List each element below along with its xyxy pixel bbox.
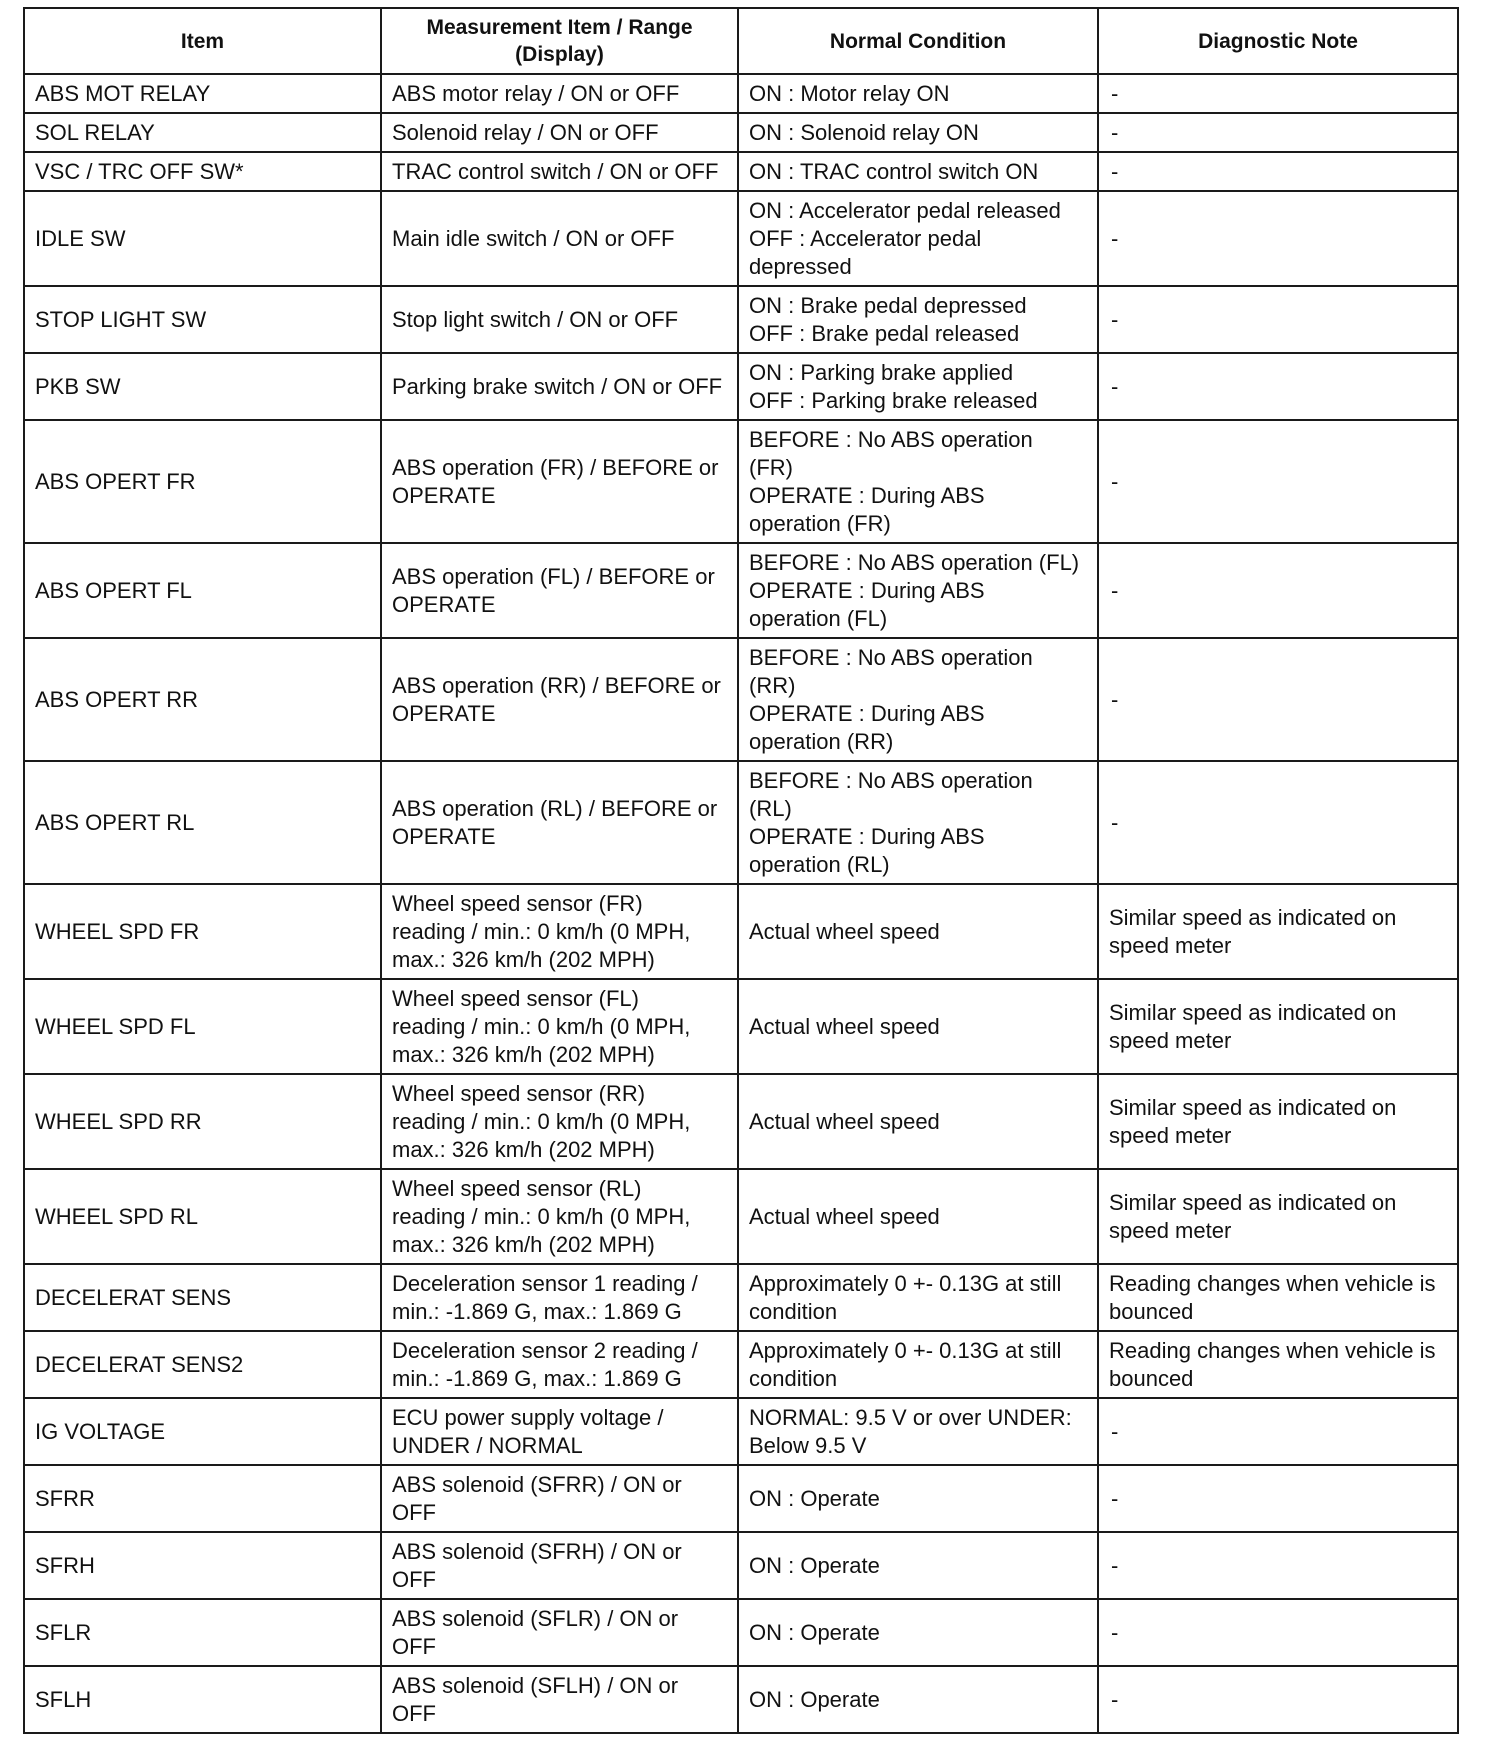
cell-measurement: Stop light switch / ON or OFF xyxy=(381,286,738,353)
cell-diagnostic-note: - xyxy=(1098,74,1458,113)
cell-diagnostic-note: - xyxy=(1098,152,1458,191)
cell-diagnostic-note: - xyxy=(1098,1398,1458,1465)
table-row xyxy=(24,1264,1458,1331)
cell-measurement: ABS solenoid (SFLH) / ON or OFF xyxy=(381,1666,738,1733)
cell-item: ABS OPERT FL xyxy=(24,543,381,638)
cell-diagnostic-note: Similar speed as indicated on speed meter xyxy=(1098,1074,1458,1169)
cell-measurement: ABS operation (RR) / BEFORE or OPERATE xyxy=(381,638,738,761)
cell-item: SFRH xyxy=(24,1532,381,1599)
table-row xyxy=(24,420,1458,543)
cell-item: VSC / TRC OFF SW* xyxy=(24,152,381,191)
cell-diagnostic-note: - xyxy=(1098,638,1458,761)
table-row xyxy=(24,1169,1458,1264)
cell-measurement: ABS motor relay / ON or OFF xyxy=(381,74,738,113)
cell-diagnostic-note: - xyxy=(1098,353,1458,420)
table-row xyxy=(24,884,1458,979)
cell-measurement: Wheel speed sensor (FR) reading / min.: 0 km/h (0 MPH, max.: 326 km/h (202 MPH) xyxy=(381,884,738,979)
table-row xyxy=(24,113,1458,152)
table-row xyxy=(24,543,1458,638)
cell-diagnostic-note: - xyxy=(1098,286,1458,353)
cell-diagnostic-note: - xyxy=(1098,1532,1458,1599)
cell-normal-condition: ON : Motor relay ON xyxy=(738,74,1098,113)
cell-diagnostic-note: - xyxy=(1098,543,1458,638)
table-row xyxy=(24,353,1458,420)
cell-diagnostic-note: - xyxy=(1098,191,1458,286)
cell-diagnostic-note: - xyxy=(1098,1666,1458,1733)
cell-measurement: Wheel speed sensor (RL) reading / min.: 0 km/h (0 MPH, max.: 326 km/h (202 MPH) xyxy=(381,1169,738,1264)
cell-measurement: Main idle switch / ON or OFF xyxy=(381,191,738,286)
table-row xyxy=(24,191,1458,286)
cell-item: SFLR xyxy=(24,1599,381,1666)
cell-measurement: ABS operation (RL) / BEFORE or OPERATE xyxy=(381,761,738,884)
cell-measurement: ABS solenoid (SFLR) / ON or OFF xyxy=(381,1599,738,1666)
cell-normal-condition: Actual wheel speed xyxy=(738,1074,1098,1169)
cell-item: IG VOLTAGE xyxy=(24,1398,381,1465)
cell-diagnostic-note: Reading changes when vehicle is bounced xyxy=(1098,1264,1458,1331)
cell-measurement: Deceleration sensor 1 reading / min.: -1.869 G, max.: 1.869 G xyxy=(381,1264,738,1331)
cell-diagnostic-note: - xyxy=(1098,113,1458,152)
cell-item: PKB SW xyxy=(24,353,381,420)
cell-normal-condition: BEFORE : No ABS operation (RR) OPERATE : During ABS operation (RR) xyxy=(738,638,1098,761)
cell-item: DECELERAT SENS xyxy=(24,1264,381,1331)
cell-normal-condition: ON : Brake pedal depressed OFF : Brake pedal released xyxy=(738,286,1098,353)
cell-measurement: Deceleration sensor 2 reading / min.: -1.869 G, max.: 1.869 G xyxy=(381,1331,738,1398)
cell-item: SOL RELAY xyxy=(24,113,381,152)
table-row xyxy=(24,979,1458,1074)
cell-measurement: TRAC control switch / ON or OFF xyxy=(381,152,738,191)
cell-item: ABS OPERT RL xyxy=(24,761,381,884)
cell-diagnostic-note: - xyxy=(1098,420,1458,543)
cell-normal-condition: Approximately 0 +- 0.13G at still condition xyxy=(738,1331,1098,1398)
cell-measurement: Parking brake switch / ON or OFF xyxy=(381,353,738,420)
cell-normal-condition: ON : Operate xyxy=(738,1666,1098,1733)
header-normal-condition: Normal Condition xyxy=(738,8,1098,74)
data-list-table xyxy=(23,7,1459,1734)
cell-measurement: Solenoid relay / ON or OFF xyxy=(381,113,738,152)
cell-measurement: ECU power supply voltage / UNDER / NORMAL xyxy=(381,1398,738,1465)
cell-measurement: ABS solenoid (SFRR) / ON or OFF xyxy=(381,1465,738,1532)
cell-diagnostic-note: Reading changes when vehicle is bounced xyxy=(1098,1331,1458,1398)
cell-normal-condition: Approximately 0 +- 0.13G at still condition xyxy=(738,1264,1098,1331)
table-row xyxy=(24,1398,1458,1465)
table-row xyxy=(24,286,1458,353)
cell-measurement: Wheel speed sensor (FL) reading / min.: 0 km/h (0 MPH, max.: 326 km/h (202 MPH) xyxy=(381,979,738,1074)
cell-item: WHEEL SPD FR xyxy=(24,884,381,979)
header-row xyxy=(24,8,1458,74)
cell-item: STOP LIGHT SW xyxy=(24,286,381,353)
cell-normal-condition: ON : Operate xyxy=(738,1465,1098,1532)
table-row xyxy=(24,1465,1458,1532)
table-row xyxy=(24,761,1458,884)
cell-normal-condition: Actual wheel speed xyxy=(738,1169,1098,1264)
cell-normal-condition: BEFORE : No ABS operation (FL) OPERATE : During ABS operation (FL) xyxy=(738,543,1098,638)
cell-item: SFRR xyxy=(24,1465,381,1532)
cell-item: WHEEL SPD RR xyxy=(24,1074,381,1169)
cell-diagnostic-note: Similar speed as indicated on speed meter xyxy=(1098,884,1458,979)
cell-item: IDLE SW xyxy=(24,191,381,286)
cell-item: WHEEL SPD FL xyxy=(24,979,381,1074)
cell-item: SFLH xyxy=(24,1666,381,1733)
cell-item: ABS OPERT RR xyxy=(24,638,381,761)
table-row xyxy=(24,1532,1458,1599)
cell-diagnostic-note: Similar speed as indicated on speed meter xyxy=(1098,979,1458,1074)
table-header xyxy=(24,8,1458,74)
cell-normal-condition: BEFORE : No ABS operation (FR) OPERATE : During ABS operation (FR) xyxy=(738,420,1098,543)
cell-normal-condition: ON : Parking brake applied OFF : Parking brake released xyxy=(738,353,1098,420)
cell-diagnostic-note: - xyxy=(1098,1599,1458,1666)
table-row xyxy=(24,152,1458,191)
table-row xyxy=(24,1599,1458,1666)
table-row xyxy=(24,1074,1458,1169)
header-item: Item xyxy=(24,8,381,74)
cell-normal-condition: Actual wheel speed xyxy=(738,884,1098,979)
cell-normal-condition: ON : Operate xyxy=(738,1599,1098,1666)
cell-measurement: ABS operation (FL) / BEFORE or OPERATE xyxy=(381,543,738,638)
cell-diagnostic-note: - xyxy=(1098,761,1458,884)
cell-normal-condition: Actual wheel speed xyxy=(738,979,1098,1074)
header-diagnostic-note: Diagnostic Note xyxy=(1098,8,1458,74)
cell-normal-condition: BEFORE : No ABS operation (RL) OPERATE : During ABS operation (RL) xyxy=(738,761,1098,884)
table-row xyxy=(24,1666,1458,1733)
cell-measurement: ABS solenoid (SFRH) / ON or OFF xyxy=(381,1532,738,1599)
table-body xyxy=(24,74,1458,1733)
cell-normal-condition: ON : TRAC control switch ON xyxy=(738,152,1098,191)
cell-normal-condition: NORMAL: 9.5 V or over UNDER: Below 9.5 V xyxy=(738,1398,1098,1465)
cell-diagnostic-note: - xyxy=(1098,1465,1458,1532)
cell-diagnostic-note: Similar speed as indicated on speed meter xyxy=(1098,1169,1458,1264)
table-row xyxy=(24,638,1458,761)
cell-item: ABS OPERT FR xyxy=(24,420,381,543)
cell-item: DECELERAT SENS2 xyxy=(24,1331,381,1398)
cell-measurement: Wheel speed sensor (RR) reading / min.: 0 km/h (0 MPH, max.: 326 km/h (202 MPH) xyxy=(381,1074,738,1169)
header-measurement: Measurement Item / Range (Display) xyxy=(381,8,738,74)
table-row xyxy=(24,1331,1458,1398)
cell-normal-condition: ON : Accelerator pedal released OFF : Accelerator pedal depressed xyxy=(738,191,1098,286)
cell-measurement: ABS operation (FR) / BEFORE or OPERATE xyxy=(381,420,738,543)
cell-item: ABS MOT RELAY xyxy=(24,74,381,113)
cell-normal-condition: ON : Solenoid relay ON xyxy=(738,113,1098,152)
cell-item: WHEEL SPD RL xyxy=(24,1169,381,1264)
table-row xyxy=(24,74,1458,113)
cell-normal-condition: ON : Operate xyxy=(738,1532,1098,1599)
